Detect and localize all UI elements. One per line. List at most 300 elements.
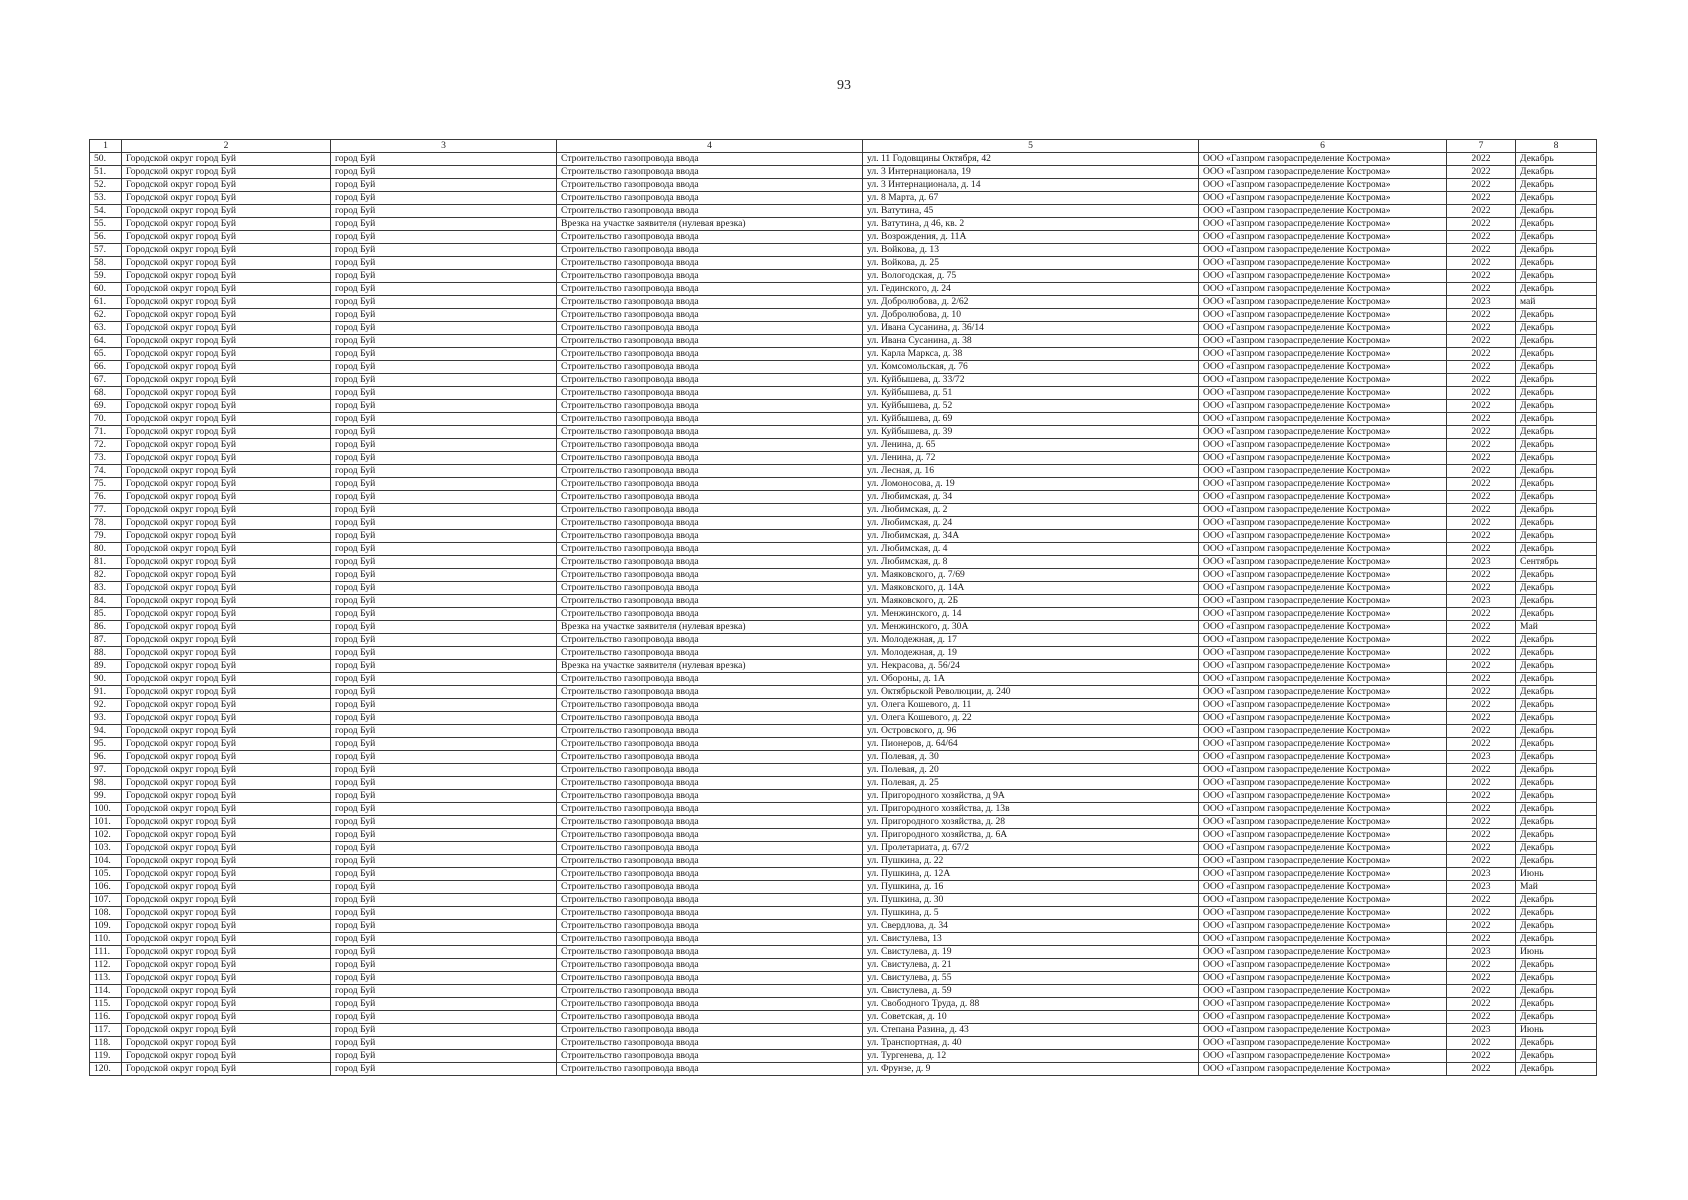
municipality-cell: Городской округ город Буй (122, 829, 331, 842)
table-row (90, 231, 1597, 244)
work-type-cell: Строительство газопровода ввода (557, 270, 863, 283)
settlement-cell: город Буй (331, 634, 557, 647)
table-row (90, 907, 1597, 920)
row-number-cell: 62. (90, 309, 122, 322)
work-type-cell: Врезка на участке заявителя (нулевая врезка) (557, 660, 863, 673)
month-cell: май (1516, 296, 1597, 309)
year-cell: 2022 (1447, 413, 1516, 426)
year-cell: 2022 (1447, 270, 1516, 283)
organization-cell: ООО «Газпром газораспределение Кострома» (1199, 764, 1447, 777)
year-cell: 2022 (1447, 842, 1516, 855)
settlement-cell: город Буй (331, 491, 557, 504)
work-type-cell: Строительство газопровода ввода (557, 1037, 863, 1050)
organization-cell: ООО «Газпром газораспределение Кострома» (1199, 608, 1447, 621)
organization-cell: ООО «Газпром газораспределение Кострома» (1199, 426, 1447, 439)
month-cell: Декабрь (1516, 348, 1597, 361)
work-type-cell: Строительство газопровода ввода (557, 595, 863, 608)
municipality-cell: Городской округ город Буй (122, 374, 331, 387)
municipality-cell: Городской округ город Буй (122, 322, 331, 335)
row-number-cell: 84. (90, 595, 122, 608)
work-type-cell: Строительство газопровода ввода (557, 283, 863, 296)
row-number-cell: 73. (90, 452, 122, 465)
table-row (90, 491, 1597, 504)
organization-cell: ООО «Газпром газораспределение Кострома» (1199, 959, 1447, 972)
year-cell: 2023 (1447, 1024, 1516, 1037)
municipality-cell: Городской округ город Буй (122, 660, 331, 673)
work-type-cell: Строительство газопровода ввода (557, 426, 863, 439)
year-cell: 2022 (1447, 1037, 1516, 1050)
month-cell: Май (1516, 621, 1597, 634)
municipality-cell: Городской округ город Буй (122, 959, 331, 972)
year-cell: 2022 (1447, 699, 1516, 712)
row-number-cell: 50. (90, 153, 122, 166)
row-number-cell: 117. (90, 1024, 122, 1037)
year-cell: 2022 (1447, 894, 1516, 907)
work-type-cell: Строительство газопровода ввода (557, 504, 863, 517)
work-type-cell: Строительство газопровода ввода (557, 153, 863, 166)
organization-cell: ООО «Газпром газораспределение Кострома» (1199, 881, 1447, 894)
address-cell: ул. Куйбышева, д. 69 (863, 413, 1199, 426)
municipality-cell: Городской округ город Буй (122, 816, 331, 829)
row-number-cell: 72. (90, 439, 122, 452)
address-cell: ул. Пригородного хозяйства, д. 28 (863, 816, 1199, 829)
work-type-cell: Строительство газопровода ввода (557, 322, 863, 335)
year-cell: 2022 (1447, 582, 1516, 595)
month-cell: Май (1516, 881, 1597, 894)
year-cell: 2022 (1447, 504, 1516, 517)
address-cell: ул. Свистулева, д. 55 (863, 972, 1199, 985)
work-type-cell: Врезка на участке заявителя (нулевая врезка) (557, 621, 863, 634)
work-type-cell: Строительство газопровода ввода (557, 764, 863, 777)
row-number-cell: 102. (90, 829, 122, 842)
table-row (90, 179, 1597, 192)
month-cell: Декабрь (1516, 374, 1597, 387)
settlement-cell: город Буй (331, 504, 557, 517)
month-cell: Декабрь (1516, 595, 1597, 608)
organization-cell: ООО «Газпром газораспределение Кострома» (1199, 972, 1447, 985)
row-number-cell: 83. (90, 582, 122, 595)
organization-cell: ООО «Газпром газораспределение Кострома» (1199, 218, 1447, 231)
row-number-cell: 119. (90, 1050, 122, 1063)
organization-cell: ООО «Газпром газораспределение Кострома» (1199, 647, 1447, 660)
organization-cell: ООО «Газпром газораспределение Кострома» (1199, 738, 1447, 751)
address-cell: ул. Комсомольская, д. 76 (863, 361, 1199, 374)
municipality-cell: Городской округ город Буй (122, 751, 331, 764)
month-cell: Декабрь (1516, 192, 1597, 205)
settlement-cell: город Буй (331, 972, 557, 985)
work-type-cell: Врезка на участке заявителя (нулевая врезка) (557, 218, 863, 231)
row-number-cell: 89. (90, 660, 122, 673)
municipality-cell: Городской округ город Буй (122, 153, 331, 166)
row-number-cell: 57. (90, 244, 122, 257)
address-cell: ул. Менжинского, д. 30А (863, 621, 1199, 634)
work-type-cell: Строительство газопровода ввода (557, 192, 863, 205)
table-row (90, 1024, 1597, 1037)
organization-cell: ООО «Газпром газораспределение Кострома» (1199, 816, 1447, 829)
table-row (90, 972, 1597, 985)
work-type-cell: Строительство газопровода ввода (557, 1011, 863, 1024)
year-cell: 2023 (1447, 946, 1516, 959)
settlement-cell: город Буй (331, 1024, 557, 1037)
row-number-cell: 79. (90, 530, 122, 543)
row-number-cell: 95. (90, 738, 122, 751)
row-number-cell: 94. (90, 725, 122, 738)
address-cell: ул. Карла Маркса, д. 38 (863, 348, 1199, 361)
year-cell: 2022 (1447, 621, 1516, 634)
organization-cell: ООО «Газпром газораспределение Кострома» (1199, 673, 1447, 686)
row-number-cell: 116. (90, 1011, 122, 1024)
table-row (90, 530, 1597, 543)
year-cell: 2023 (1447, 868, 1516, 881)
row-number-cell: 90. (90, 673, 122, 686)
settlement-cell: город Буй (331, 361, 557, 374)
year-cell: 2022 (1447, 283, 1516, 296)
settlement-cell: город Буй (331, 829, 557, 842)
organization-cell: ООО «Газпром газораспределение Кострома» (1199, 1024, 1447, 1037)
table-row (90, 803, 1597, 816)
row-number-cell: 81. (90, 556, 122, 569)
address-cell: ул. Пушкина, д. 5 (863, 907, 1199, 920)
municipality-cell: Городской округ город Буй (122, 205, 331, 218)
address-cell: ул. Полевая, д. 30 (863, 751, 1199, 764)
row-number-cell: 112. (90, 959, 122, 972)
month-cell: Декабрь (1516, 517, 1597, 530)
address-cell: ул. Олега Кошевого, д. 11 (863, 699, 1199, 712)
year-cell: 2022 (1447, 348, 1516, 361)
address-cell: ул. Молодежная, д. 19 (863, 647, 1199, 660)
row-number-cell: 100. (90, 803, 122, 816)
year-cell: 2022 (1447, 647, 1516, 660)
address-cell: ул. 3 Интернационала, д. 14 (863, 179, 1199, 192)
address-cell: ул. Куйбышева, д. 51 (863, 387, 1199, 400)
year-cell: 2022 (1447, 361, 1516, 374)
work-type-cell: Строительство газопровода ввода (557, 972, 863, 985)
address-cell: ул. Пушкина, д. 12А (863, 868, 1199, 881)
month-cell: Декабрь (1516, 699, 1597, 712)
work-type-cell: Строительство газопровода ввода (557, 569, 863, 582)
row-number-cell: 98. (90, 777, 122, 790)
settlement-cell: город Буй (331, 569, 557, 582)
organization-cell: ООО «Газпром газораспределение Кострома» (1199, 660, 1447, 673)
table-row (90, 309, 1597, 322)
work-type-cell: Строительство газопровода ввода (557, 634, 863, 647)
address-cell: ул. Любимская, д. 2 (863, 504, 1199, 517)
municipality-cell: Городской округ город Буй (122, 335, 331, 348)
row-number-cell: 115. (90, 998, 122, 1011)
work-type-cell: Строительство газопровода ввода (557, 790, 863, 803)
work-type-cell: Строительство газопровода ввода (557, 608, 863, 621)
address-cell: ул. Куйбышева, д. 33/72 (863, 374, 1199, 387)
work-type-cell: Строительство газопровода ввода (557, 530, 863, 543)
address-cell: ул. Ивана Сусанина, д. 36/14 (863, 322, 1199, 335)
work-type-cell: Строительство газопровода ввода (557, 946, 863, 959)
table-row (90, 465, 1597, 478)
month-cell: Декабрь (1516, 231, 1597, 244)
settlement-cell: город Буй (331, 647, 557, 660)
header-row (90, 140, 1597, 153)
header-cell-6: 6 (1199, 140, 1447, 153)
settlement-cell: город Буй (331, 179, 557, 192)
organization-cell: ООО «Газпром газораспределение Кострома» (1199, 868, 1447, 881)
work-type-cell: Строительство газопровода ввода (557, 1024, 863, 1037)
municipality-cell: Городской округ город Буй (122, 881, 331, 894)
address-cell: ул. Пригородного хозяйства, д. 6А (863, 829, 1199, 842)
settlement-cell: город Буй (331, 530, 557, 543)
work-type-cell: Строительство газопровода ввода (557, 517, 863, 530)
municipality-cell: Городской округ город Буй (122, 582, 331, 595)
address-cell: ул. Войкова, д. 13 (863, 244, 1199, 257)
settlement-cell: город Буй (331, 543, 557, 556)
year-cell: 2022 (1447, 491, 1516, 504)
organization-cell: ООО «Газпром газораспределение Кострома» (1199, 270, 1447, 283)
year-cell: 2022 (1447, 335, 1516, 348)
address-cell: ул. Ломоносова, д. 19 (863, 478, 1199, 491)
address-cell: ул. Полевая, д. 20 (863, 764, 1199, 777)
settlement-cell: город Буй (331, 881, 557, 894)
settlement-cell: город Буй (331, 556, 557, 569)
work-type-cell: Строительство газопровода ввода (557, 699, 863, 712)
municipality-cell: Городской округ город Буй (122, 686, 331, 699)
municipality-cell: Городской округ город Буй (122, 465, 331, 478)
settlement-cell: город Буй (331, 959, 557, 972)
address-cell: ул. Любимская, д. 8 (863, 556, 1199, 569)
organization-cell: ООО «Газпром газораспределение Кострома» (1199, 374, 1447, 387)
table-row (90, 855, 1597, 868)
address-cell: ул. Свистулева, 13 (863, 933, 1199, 946)
address-cell: ул. Пушкина, д. 22 (863, 855, 1199, 868)
row-number-cell: 70. (90, 413, 122, 426)
table-row (90, 192, 1597, 205)
municipality-cell: Городской округ город Буй (122, 530, 331, 543)
month-cell: Декабрь (1516, 751, 1597, 764)
table-row (90, 504, 1597, 517)
municipality-cell: Городской округ город Буй (122, 933, 331, 946)
settlement-cell: город Буй (331, 400, 557, 413)
year-cell: 2023 (1447, 296, 1516, 309)
table-row (90, 699, 1597, 712)
work-type-cell: Строительство газопровода ввода (557, 205, 863, 218)
municipality-cell: Городской округ город Буй (122, 491, 331, 504)
year-cell: 2022 (1447, 153, 1516, 166)
row-number-cell: 78. (90, 517, 122, 530)
address-cell: ул. Маяковского, д. 7/69 (863, 569, 1199, 582)
year-cell: 2022 (1447, 660, 1516, 673)
month-cell: Декабрь (1516, 673, 1597, 686)
settlement-cell: город Буй (331, 1063, 557, 1076)
row-number-cell: 56. (90, 231, 122, 244)
address-cell: ул. Любимская, д. 34 (863, 491, 1199, 504)
municipality-cell: Городской округ город Буй (122, 595, 331, 608)
table-row (90, 283, 1597, 296)
month-cell: Декабрь (1516, 413, 1597, 426)
year-cell: 2022 (1447, 972, 1516, 985)
year-cell: 2022 (1447, 673, 1516, 686)
work-type-cell: Строительство газопровода ввода (557, 439, 863, 452)
address-cell: ул. Свистулева, д. 59 (863, 985, 1199, 998)
table-row (90, 829, 1597, 842)
table-row (90, 400, 1597, 413)
month-cell: Декабрь (1516, 478, 1597, 491)
year-cell: 2023 (1447, 556, 1516, 569)
row-number-cell: 55. (90, 218, 122, 231)
year-cell: 2022 (1447, 907, 1516, 920)
month-cell: Декабрь (1516, 491, 1597, 504)
work-type-cell: Строительство газопровода ввода (557, 738, 863, 751)
address-cell: ул. Ленина, д. 65 (863, 439, 1199, 452)
month-cell: Июнь (1516, 868, 1597, 881)
header-cell-8: 8 (1516, 140, 1597, 153)
table-row (90, 621, 1597, 634)
settlement-cell: город Буй (331, 725, 557, 738)
address-cell: ул. Фрунзе, д. 9 (863, 1063, 1199, 1076)
year-cell: 2022 (1447, 244, 1516, 257)
month-cell: Декабрь (1516, 894, 1597, 907)
organization-cell: ООО «Газпром газораспределение Кострома» (1199, 842, 1447, 855)
year-cell: 2022 (1447, 855, 1516, 868)
row-number-cell: 109. (90, 920, 122, 933)
month-cell: Декабрь (1516, 686, 1597, 699)
row-number-cell: 103. (90, 842, 122, 855)
header-cell-4: 4 (557, 140, 863, 153)
municipality-cell: Городской округ город Буй (122, 543, 331, 556)
table-row (90, 1050, 1597, 1063)
table-row (90, 218, 1597, 231)
address-cell: ул. Добролюбова, д. 2/62 (863, 296, 1199, 309)
month-cell: Декабрь (1516, 543, 1597, 556)
work-type-cell: Строительство газопровода ввода (557, 491, 863, 504)
row-number-cell: 75. (90, 478, 122, 491)
table-row (90, 751, 1597, 764)
municipality-cell: Городской округ город Буй (122, 413, 331, 426)
organization-cell: ООО «Газпром газораспределение Кострома» (1199, 985, 1447, 998)
table-row (90, 1011, 1597, 1024)
month-cell: Декабрь (1516, 205, 1597, 218)
work-type-cell: Строительство газопровода ввода (557, 1063, 863, 1076)
settlement-cell: город Буй (331, 1037, 557, 1050)
municipality-cell: Городской округ город Буй (122, 569, 331, 582)
settlement-cell: город Буй (331, 192, 557, 205)
month-cell: Декабрь (1516, 153, 1597, 166)
month-cell: Декабрь (1516, 1011, 1597, 1024)
month-cell: Декабрь (1516, 660, 1597, 673)
settlement-cell: город Буй (331, 686, 557, 699)
year-cell: 2022 (1447, 231, 1516, 244)
settlement-cell: город Буй (331, 699, 557, 712)
municipality-cell: Городской округ город Буй (122, 764, 331, 777)
table-row (90, 790, 1597, 803)
address-cell: ул. Ивана Сусанина, д. 38 (863, 335, 1199, 348)
table-row (90, 777, 1597, 790)
organization-cell: ООО «Газпром газораспределение Кострома» (1199, 452, 1447, 465)
year-cell: 2023 (1447, 881, 1516, 894)
year-cell: 2022 (1447, 192, 1516, 205)
work-type-cell: Строительство газопровода ввода (557, 1050, 863, 1063)
organization-cell: ООО «Газпром газораспределение Кострома» (1199, 192, 1447, 205)
table-row (90, 946, 1597, 959)
municipality-cell: Городской округ город Буй (122, 920, 331, 933)
year-cell: 2022 (1447, 179, 1516, 192)
settlement-cell: город Буй (331, 231, 557, 244)
row-number-cell: 54. (90, 205, 122, 218)
address-cell: ул. Любимская, д. 34А (863, 530, 1199, 543)
work-type-cell: Строительство газопровода ввода (557, 725, 863, 738)
table-row (90, 478, 1597, 491)
table-row (90, 452, 1597, 465)
work-type-cell: Строительство газопровода ввода (557, 231, 863, 244)
municipality-cell: Городской округ город Буй (122, 972, 331, 985)
registry-table (89, 139, 1597, 1076)
month-cell: Декабрь (1516, 283, 1597, 296)
organization-cell: ООО «Газпром газораспределение Кострома» (1199, 777, 1447, 790)
year-cell: 2022 (1447, 400, 1516, 413)
row-number-cell: 99. (90, 790, 122, 803)
row-number-cell: 67. (90, 374, 122, 387)
row-number-cell: 66. (90, 361, 122, 374)
month-cell: Декабрь (1516, 309, 1597, 322)
settlement-cell: город Буй (331, 803, 557, 816)
settlement-cell: город Буй (331, 946, 557, 959)
month-cell: Декабрь (1516, 829, 1597, 842)
table-header (90, 140, 1597, 153)
work-type-cell: Строительство газопровода ввода (557, 647, 863, 660)
month-cell: Июнь (1516, 946, 1597, 959)
municipality-cell: Городской округ город Буй (122, 998, 331, 1011)
table-row (90, 569, 1597, 582)
municipality-cell: Городской округ город Буй (122, 634, 331, 647)
address-cell: ул. Ленина, д. 72 (863, 452, 1199, 465)
row-number-cell: 113. (90, 972, 122, 985)
month-cell: Декабрь (1516, 803, 1597, 816)
month-cell: Декабрь (1516, 738, 1597, 751)
work-type-cell: Строительство газопровода ввода (557, 803, 863, 816)
year-cell: 2022 (1447, 1050, 1516, 1063)
municipality-cell: Городской округ город Буй (122, 777, 331, 790)
year-cell: 2022 (1447, 998, 1516, 1011)
work-type-cell: Строительство газопровода ввода (557, 751, 863, 764)
settlement-cell: город Буй (331, 907, 557, 920)
address-cell: ул. Ватутина, д 46, кв. 2 (863, 218, 1199, 231)
row-number-cell: 71. (90, 426, 122, 439)
municipality-cell: Городской округ город Буй (122, 361, 331, 374)
month-cell: Декабрь (1516, 998, 1597, 1011)
month-cell: Декабрь (1516, 504, 1597, 517)
row-number-cell: 87. (90, 634, 122, 647)
address-cell: ул. Любимская, д. 24 (863, 517, 1199, 530)
address-cell: ул. Полевая, д. 25 (863, 777, 1199, 790)
work-type-cell: Строительство газопровода ввода (557, 829, 863, 842)
work-type-cell: Строительство газопровода ввода (557, 842, 863, 855)
table-row (90, 933, 1597, 946)
address-cell: ул. Ватутина, 45 (863, 205, 1199, 218)
month-cell: Декабрь (1516, 569, 1597, 582)
municipality-cell: Городской округ город Буй (122, 452, 331, 465)
table-row (90, 881, 1597, 894)
municipality-cell: Городской округ город Буй (122, 257, 331, 270)
organization-cell: ООО «Газпром газораспределение Кострома» (1199, 751, 1447, 764)
table-row (90, 725, 1597, 738)
table-row (90, 842, 1597, 855)
month-cell: Декабрь (1516, 855, 1597, 868)
address-cell: ул. Куйбышева, д. 52 (863, 400, 1199, 413)
year-cell: 2022 (1447, 777, 1516, 790)
year-cell: 2022 (1447, 257, 1516, 270)
address-cell: ул. Тургенева, д. 12 (863, 1050, 1199, 1063)
year-cell: 2022 (1447, 816, 1516, 829)
month-cell: Декабрь (1516, 179, 1597, 192)
table-row (90, 426, 1597, 439)
municipality-cell: Городской округ город Буй (122, 283, 331, 296)
settlement-cell: город Буй (331, 413, 557, 426)
